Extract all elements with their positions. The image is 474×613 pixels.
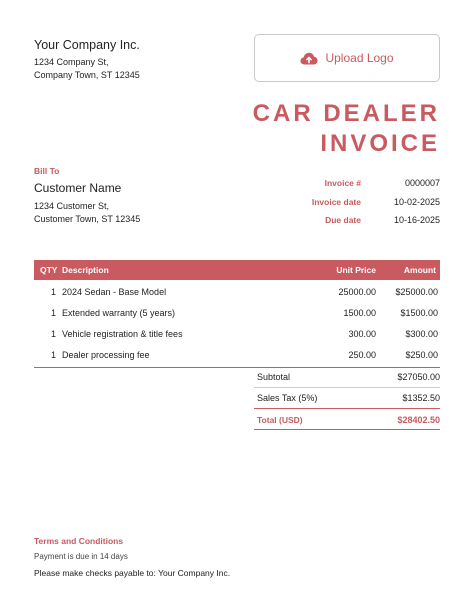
invoice-number-label: Invoice #	[324, 178, 361, 188]
terms-line-2: Please make checks payable to: Your Company Inc.	[34, 568, 231, 578]
terms-title: Terms and Conditions	[34, 536, 124, 546]
header-description: Description	[62, 265, 109, 275]
invoice-number-value: 0000007	[404, 178, 440, 188]
company-address-line-1: 1234 Company St,	[34, 57, 109, 67]
customer-address-line-2: Customer Town, ST 12345	[34, 214, 141, 224]
header-unit-price: Unit Price	[336, 265, 376, 275]
summary-divider	[254, 387, 440, 388]
total-label: Total (USD)	[257, 415, 303, 425]
total-top-divider	[254, 408, 440, 409]
row-description: Extended warranty (5 years)	[62, 308, 176, 318]
company-address-line-2: Company Town, ST 12345	[34, 70, 140, 80]
invoice-title-line-2: INVOICE	[320, 130, 440, 157]
sales-tax-label: Sales Tax (5%)	[257, 393, 318, 403]
table-bottom-divider	[34, 367, 440, 368]
table-row	[34, 346, 440, 366]
row-amount: $250.00	[405, 350, 438, 360]
row-amount: $1500.00	[400, 308, 438, 318]
row-qty: 1	[50, 287, 56, 297]
row-qty: 1	[50, 308, 56, 318]
table-row	[34, 283, 440, 303]
customer-name: Customer Name	[34, 181, 122, 195]
row-qty: 1	[50, 329, 56, 339]
row-unit-price: 25000.00	[338, 287, 376, 297]
invoice-title-line-1: CAR DEALER	[252, 100, 440, 127]
total-value: $28402.50	[397, 415, 440, 425]
subtotal-value: $27050.00	[397, 372, 440, 382]
row-unit-price: 300.00	[348, 329, 376, 339]
upload-logo-label: Upload Logo	[325, 51, 394, 65]
row-qty: 1	[50, 350, 56, 360]
cloud-upload-icon	[300, 52, 318, 65]
row-description: 2024 Sedan - Base Model	[62, 287, 167, 297]
company-name: Your Company Inc.	[34, 38, 140, 52]
due-date-value: 10-16-2025	[393, 215, 440, 225]
row-amount: $25000.00	[395, 287, 438, 297]
header-qty: QTY	[40, 265, 58, 275]
table-row	[34, 325, 440, 345]
upload-logo-button[interactable]	[254, 34, 440, 82]
row-description: Dealer processing fee	[62, 350, 150, 360]
bill-to-label: Bill To	[34, 166, 60, 176]
row-amount: $300.00	[405, 329, 438, 339]
row-unit-price: 250.00	[348, 350, 376, 360]
sales-tax-value: $1352.50	[402, 393, 440, 403]
terms-line-1: Payment is due in 14 days	[34, 552, 128, 561]
invoice-date-value: 10-02-2025	[393, 197, 440, 207]
total-bottom-divider	[254, 429, 440, 430]
header-amount: Amount	[403, 265, 436, 275]
row-description: Vehicle registration & title fees	[62, 329, 183, 339]
due-date-label: Due date	[325, 215, 361, 225]
customer-address-line-1: 1234 Customer St,	[34, 201, 110, 211]
subtotal-label: Subtotal	[257, 372, 291, 382]
row-unit-price: 1500.00	[343, 308, 376, 318]
invoice-date-label: Invoice date	[311, 197, 361, 207]
table-row	[34, 304, 440, 324]
items-table-header	[34, 260, 440, 280]
